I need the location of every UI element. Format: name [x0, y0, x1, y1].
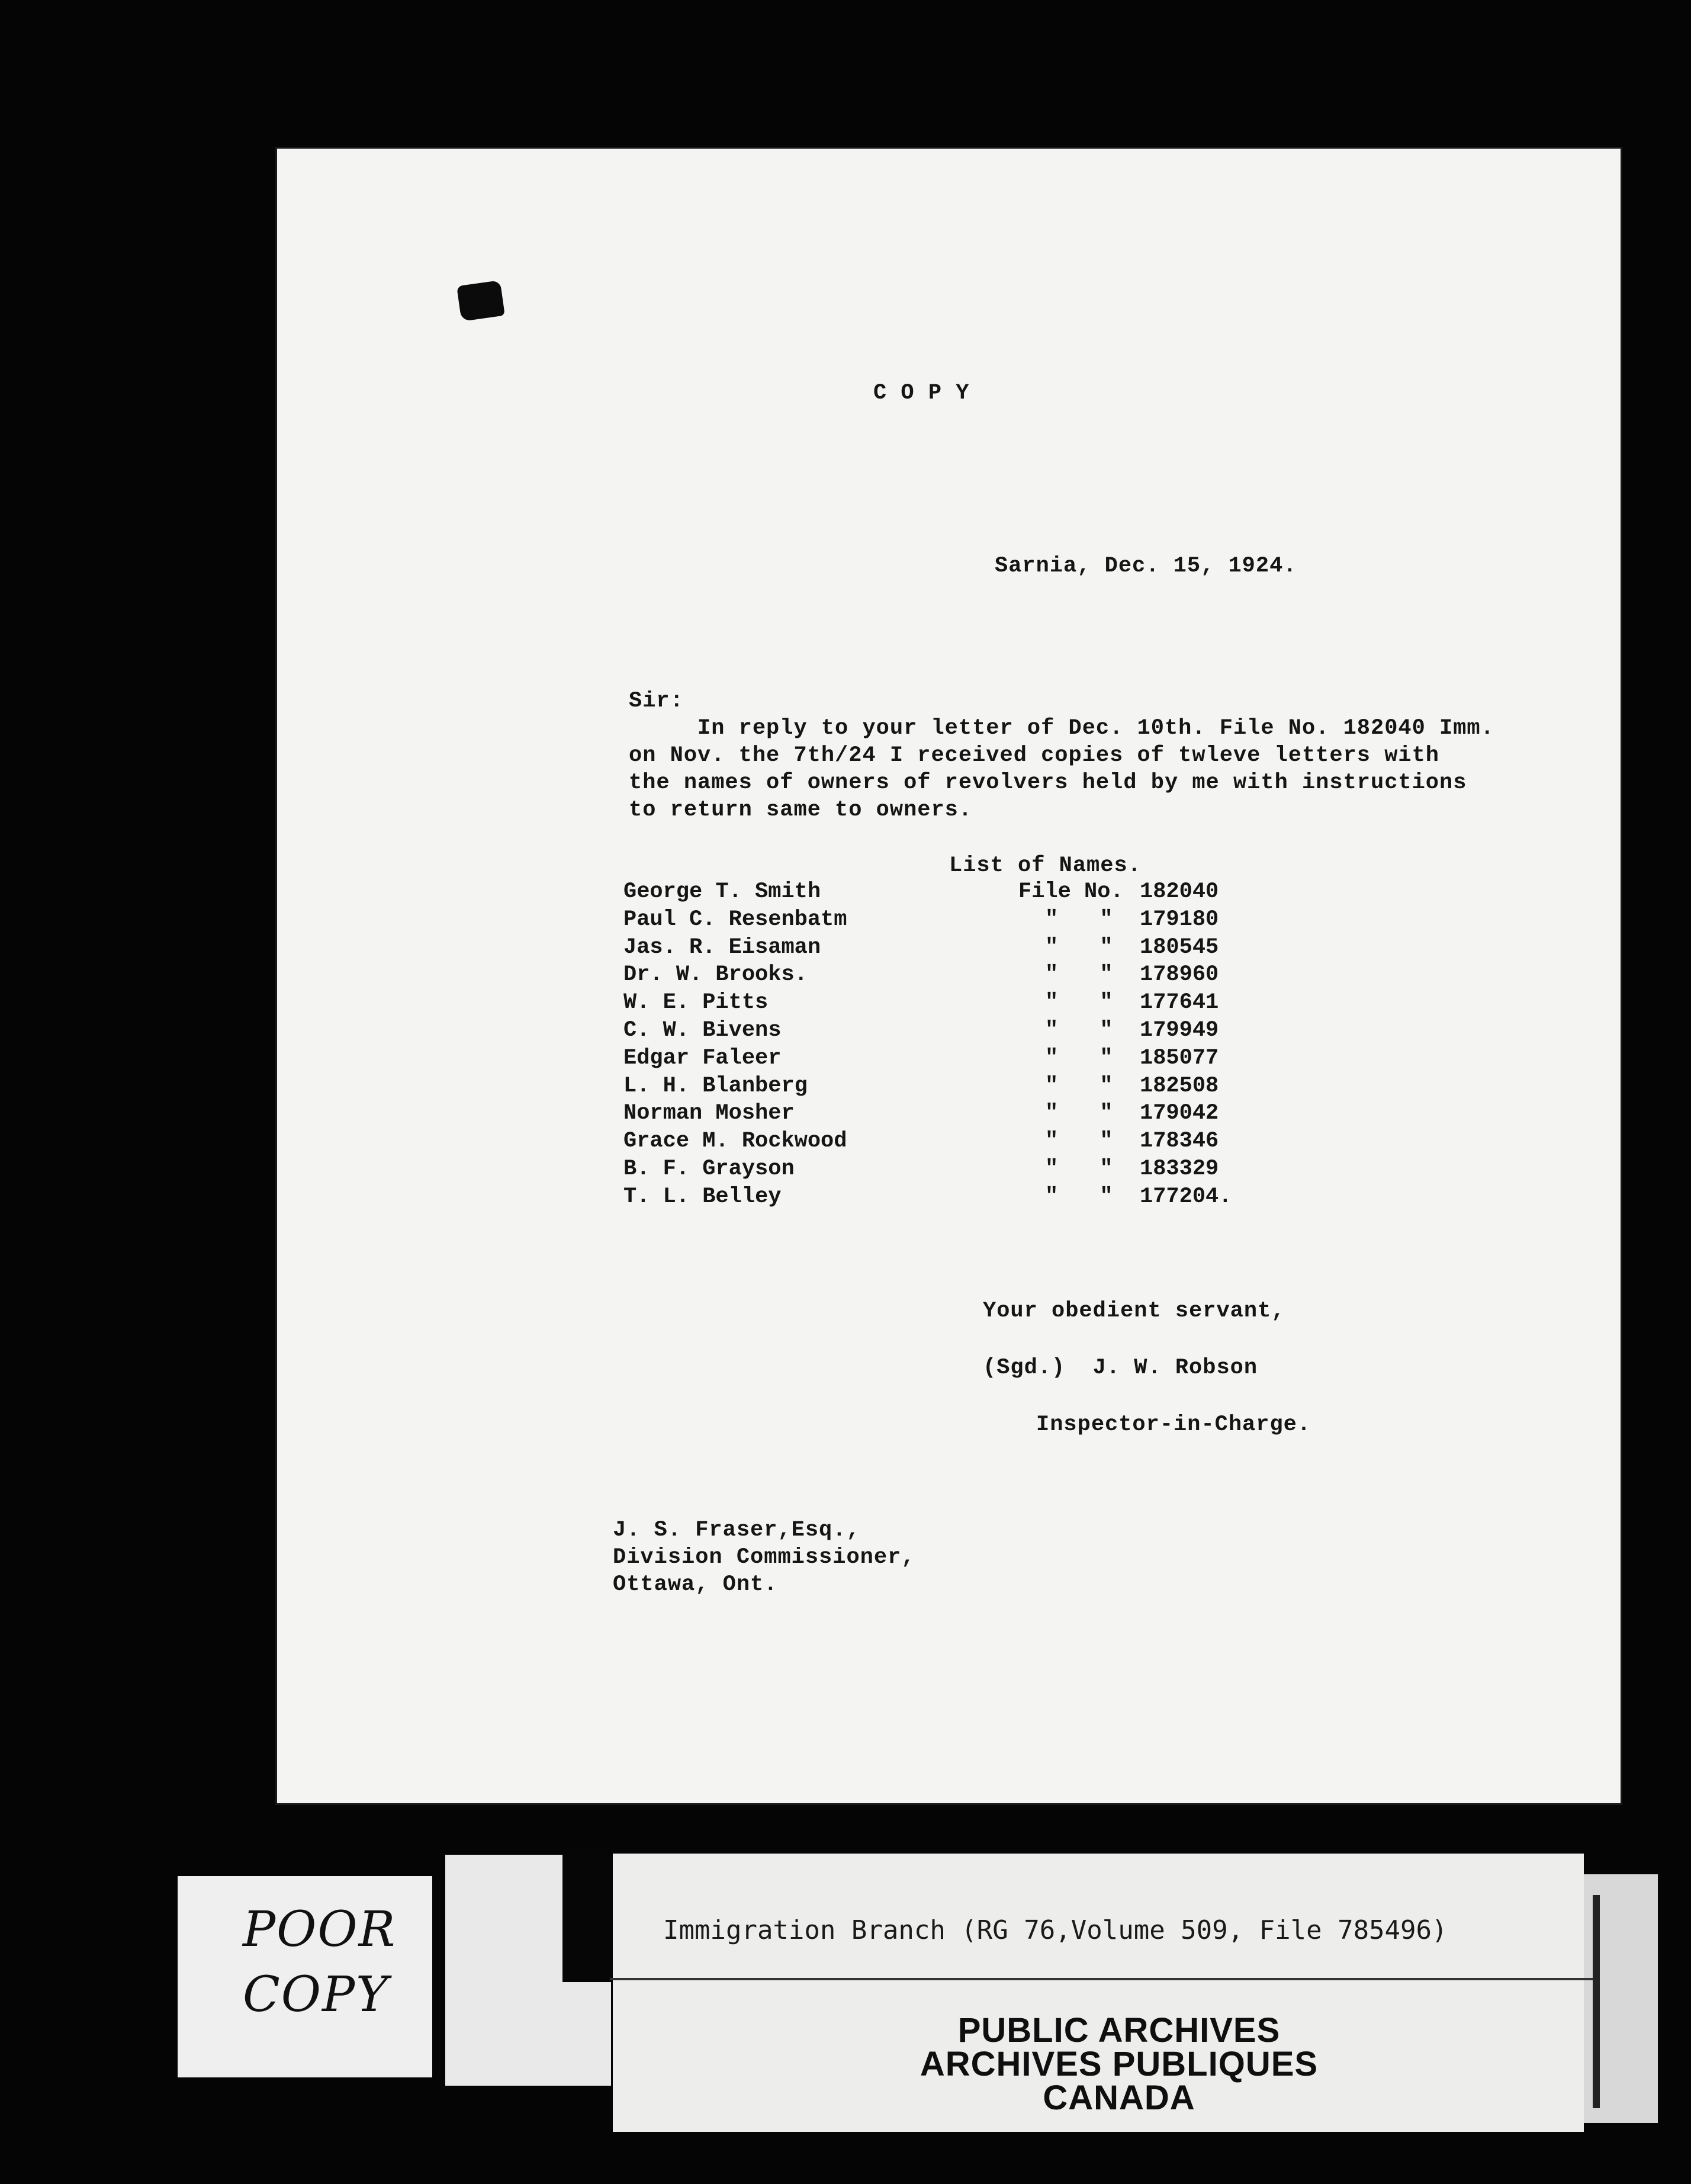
entry-name: L. H. Blanberg [623, 1073, 808, 1099]
ditto-mark: " " [1045, 1073, 1127, 1099]
entry-name: C. W. Bivens [623, 1018, 782, 1043]
ditto-mark: " " [1045, 934, 1127, 960]
entry-file-number: 179042 [1140, 1101, 1219, 1126]
card-edge-line [1593, 1895, 1600, 2108]
ditto-mark: " " [1045, 1157, 1127, 1181]
ditto-mark: " " [1045, 1129, 1127, 1154]
entry-name: Paul C. Resenbatm [623, 907, 847, 932]
entry-name: T. L. Belley [623, 1184, 782, 1209]
ditto-mark: " " [1045, 990, 1127, 1016]
poor-copy-label [178, 1876, 432, 2077]
entry-file-number: 179180 [1140, 907, 1219, 932]
entry-name: B. F. Grayson [623, 1157, 795, 1181]
entry-name: Edgar Faleer [623, 1045, 782, 1071]
entry-name: Norman Mosher [623, 1101, 795, 1126]
entry-name: W. E. Pitts [623, 990, 769, 1016]
entry-file-number: 177641 [1140, 990, 1219, 1016]
archives-line: ARCHIVES PUBLIQUES [920, 2045, 1319, 2083]
entry-file-number: 182040 [1140, 879, 1219, 904]
ditto-mark: " " [1045, 1018, 1127, 1043]
entry-name: George T. Smith [623, 879, 821, 904]
source-reference: Immigration Branch (RG 76,Volume 509, File 785496) [663, 1915, 1448, 1945]
copy-heading: C O P Y [873, 381, 970, 406]
recipient-line: Division Commissioner, [613, 1545, 915, 1570]
entry-file-number: 177204. [1140, 1184, 1232, 1209]
entry-file-number: 179949 [1140, 1018, 1219, 1043]
entry-file-number: 180545 [1140, 934, 1219, 960]
poor-copy-line: POOR [243, 1902, 397, 1958]
salutation: Sir: [629, 689, 684, 714]
ditto-mark: " " [1045, 962, 1127, 988]
body-line: to return same to owners. [629, 798, 973, 823]
archives-stamp [687, 2013, 1551, 2115]
label-divider [610, 1978, 1593, 1980]
entry-file-number: 183329 [1140, 1157, 1219, 1181]
entry-name: Grace M. Rockwood [623, 1129, 847, 1154]
closing: Your obedient servant, [983, 1299, 1285, 1324]
card-notch [562, 1855, 616, 1982]
ditto-mark: " " [1045, 1045, 1127, 1071]
entry-file-number: 178960 [1140, 962, 1219, 988]
body-line: on Nov. the 7th/24 I received copies of twleve letters with [629, 743, 1440, 768]
body-line: the names of owners of revolvers held by me with instructions [629, 770, 1467, 795]
signature: (Sgd.) J. W. Robson [983, 1356, 1258, 1380]
entry-name: Jas. R. Eisaman [623, 934, 821, 960]
entry-file-number: 185077 [1140, 1045, 1219, 1071]
entry-file-number: 178346 [1140, 1129, 1219, 1154]
file-no-label: File No. [1018, 879, 1124, 904]
ditto-mark: " " [1045, 1184, 1127, 1209]
entry-file-number: 182508 [1140, 1073, 1219, 1099]
ditto-mark: " " [1045, 1101, 1127, 1126]
body-line: In reply to your letter of Dec. 10th. File No. 182040 Imm. [629, 716, 1494, 741]
entry-name: Dr. W. Brooks. [623, 962, 808, 988]
archives-line: CANADA [1043, 2079, 1195, 2117]
ink-blot [456, 280, 505, 322]
poor-copy-line: COPY [243, 1967, 390, 2023]
ditto-mark: " " [1045, 907, 1127, 932]
recipient-line: J. S. Fraser,Esq., [613, 1518, 860, 1543]
letter-page [275, 147, 1622, 1805]
signer-title: Inspector-in-Charge. [1036, 1412, 1311, 1437]
archives-line: PUBLIC ARCHIVES [957, 2011, 1281, 2050]
recipient-line: Ottawa, Ont. [613, 1572, 778, 1597]
list-title: List of Names. [949, 853, 1142, 878]
place-date: Sarnia, Dec. 15, 1924. [995, 554, 1297, 579]
